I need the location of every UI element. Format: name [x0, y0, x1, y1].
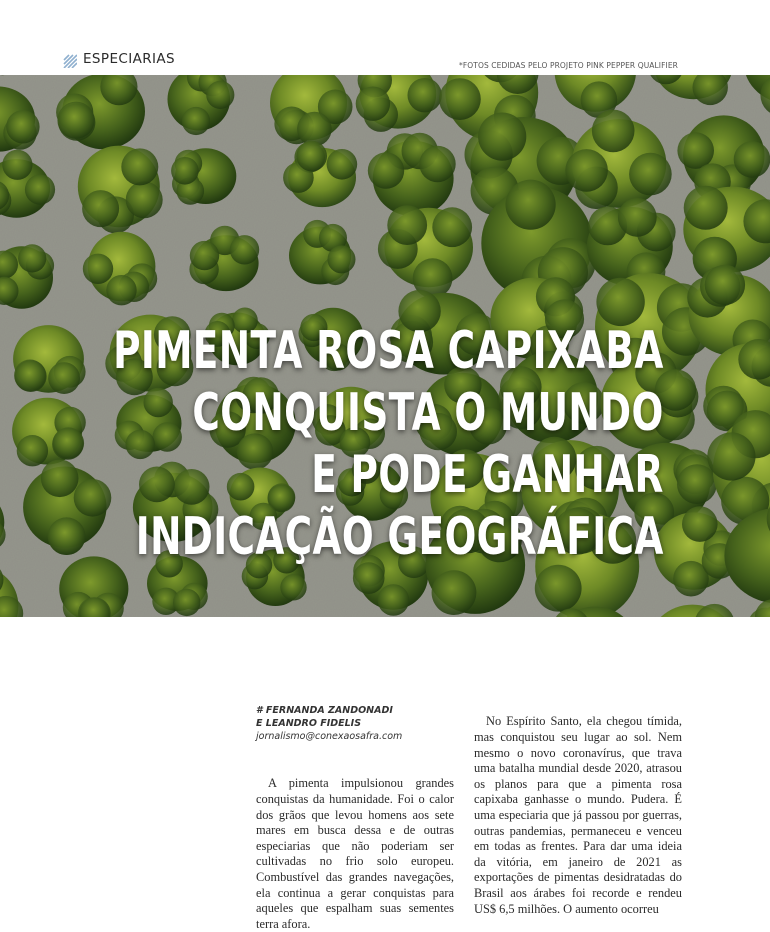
- tree-canopy-lobe: [57, 102, 94, 139]
- tree-canopy-lobe: [2, 150, 32, 180]
- tree-canopy-lobe: [328, 245, 356, 273]
- tree-canopy-lobe: [190, 241, 219, 270]
- tree-canopy-lobe: [387, 205, 427, 245]
- headline-line: E PODE GANHAR: [113, 444, 664, 506]
- byline: [256, 704, 402, 743]
- tree-canopy-lobe: [83, 254, 113, 284]
- tree-canopy-lobe: [327, 149, 358, 180]
- tree-canopy-lobe: [126, 181, 163, 218]
- tree-canopy-lobe: [682, 506, 718, 542]
- author-email: jornalismo@conexaosafra.com: [256, 730, 402, 743]
- photo-credit: *FOTOS CEDIDAS PELO PROJETO PINK PEPPER QUALIFIER: [459, 61, 678, 70]
- author-line: # FERNANDA ZANDONADI: [256, 704, 402, 717]
- tree-canopy-lobe: [48, 517, 86, 555]
- tree-canopy-lobe: [280, 574, 306, 600]
- tree-canopy-lobe: [705, 265, 745, 305]
- tree-canopy-lobe: [173, 589, 200, 616]
- tree-canopy-lobe: [439, 78, 481, 120]
- tree-canopy-lobe: [535, 565, 582, 612]
- tree-canopy-lobe: [121, 148, 158, 185]
- headline-line: CONQUISTA O MUNDO: [113, 382, 664, 444]
- tree-canopy-lobe: [505, 180, 555, 230]
- tree-canopy-lobe: [419, 146, 455, 182]
- tree-canopy-lobe: [408, 78, 442, 112]
- tree-canopy-lobe: [368, 152, 404, 188]
- tree-canopy-lobe: [734, 141, 770, 178]
- tree-canopy-lobe: [82, 190, 119, 227]
- tree-canopy-lobe: [677, 464, 717, 504]
- tree-canopy-lobe: [296, 141, 327, 172]
- tree-canopy-lobe: [171, 157, 199, 185]
- body-column-1: A pimenta impulsionou grandes conquistas da humanidade. Foi o calor dos grãos que levou homens aos sete mares em busca dessa e de outras especiarias que não poderiam ser cultivadas no frio solo europeu. Combustível das grandes navegações, ela continua a gerar conquistas para aqueles que espalham suas sementes terra afora.: [256, 776, 454, 932]
- tree-canopy-lobe: [48, 362, 80, 394]
- tree-canopy-lobe: [17, 435, 48, 466]
- body-column-2: No Espírito Santo, ela chegou tímida, mas conquistou seu lugar ao sol. Nem mesmo o novo coronavírus, que trava uma batalha mundial desde 2020, atrasou os planos para que a pimenta rosa capixaba ganhasse o mundo. Pudera. É uma especiaria que já passou por guerras, outras pandemias, permaneceu e venceu em todas as frentes. Para dar uma ideia da vitória, em janeiro de 2021 as exportações de pimentas desidratadas do Brasil aos árabes foi recorde e rendeu US$ 6,5 milhões. O aumento ocorreu: [474, 714, 682, 917]
- tree-canopy-lobe: [53, 427, 84, 458]
- author-line: E LEANDRO FIDELIS: [256, 717, 402, 730]
- tree-canopy-lobe: [6, 110, 39, 143]
- tree-canopy-lobe: [378, 584, 410, 616]
- tree-canopy-lobe: [618, 198, 657, 237]
- tree-canopy-lobe: [25, 175, 55, 205]
- tree-canopy-lobe: [592, 110, 635, 153]
- tree-canopy-lobe: [707, 432, 755, 480]
- tree-canopy-lobe: [432, 570, 477, 615]
- tree-canopy-lobe: [74, 479, 112, 517]
- headline-line: PIMENTA ROSA CAPIXABA: [113, 320, 664, 382]
- tree-canopy-lobe: [478, 113, 526, 161]
- tree-canopy-lobe: [230, 235, 259, 264]
- tree-canopy-lobe: [684, 186, 728, 230]
- section-label: ESPECIARIAS: [83, 51, 175, 67]
- tree-canopy-lobe: [596, 278, 644, 326]
- tree-canopy-lobe: [15, 360, 47, 392]
- tree-canopy-lobe: [206, 81, 234, 109]
- tree-canopy-lobe: [677, 132, 714, 169]
- tree-canopy-lobe: [182, 107, 210, 135]
- tree-canopy-lobe: [629, 153, 672, 196]
- page-header: [63, 50, 678, 72]
- tree-canopy-lobe: [18, 244, 46, 272]
- headline-line: INDICAÇÃO GEOGRÁFICA: [113, 506, 664, 568]
- tree-canopy-lobe: [565, 149, 608, 192]
- diagonal-lines-icon: [63, 54, 77, 68]
- headline: [113, 320, 664, 568]
- tree-canopy-lobe: [356, 87, 390, 121]
- tree-canopy-lobe: [432, 207, 472, 247]
- tree-canopy-lobe: [41, 460, 79, 498]
- tree-canopy-lobe: [106, 275, 136, 305]
